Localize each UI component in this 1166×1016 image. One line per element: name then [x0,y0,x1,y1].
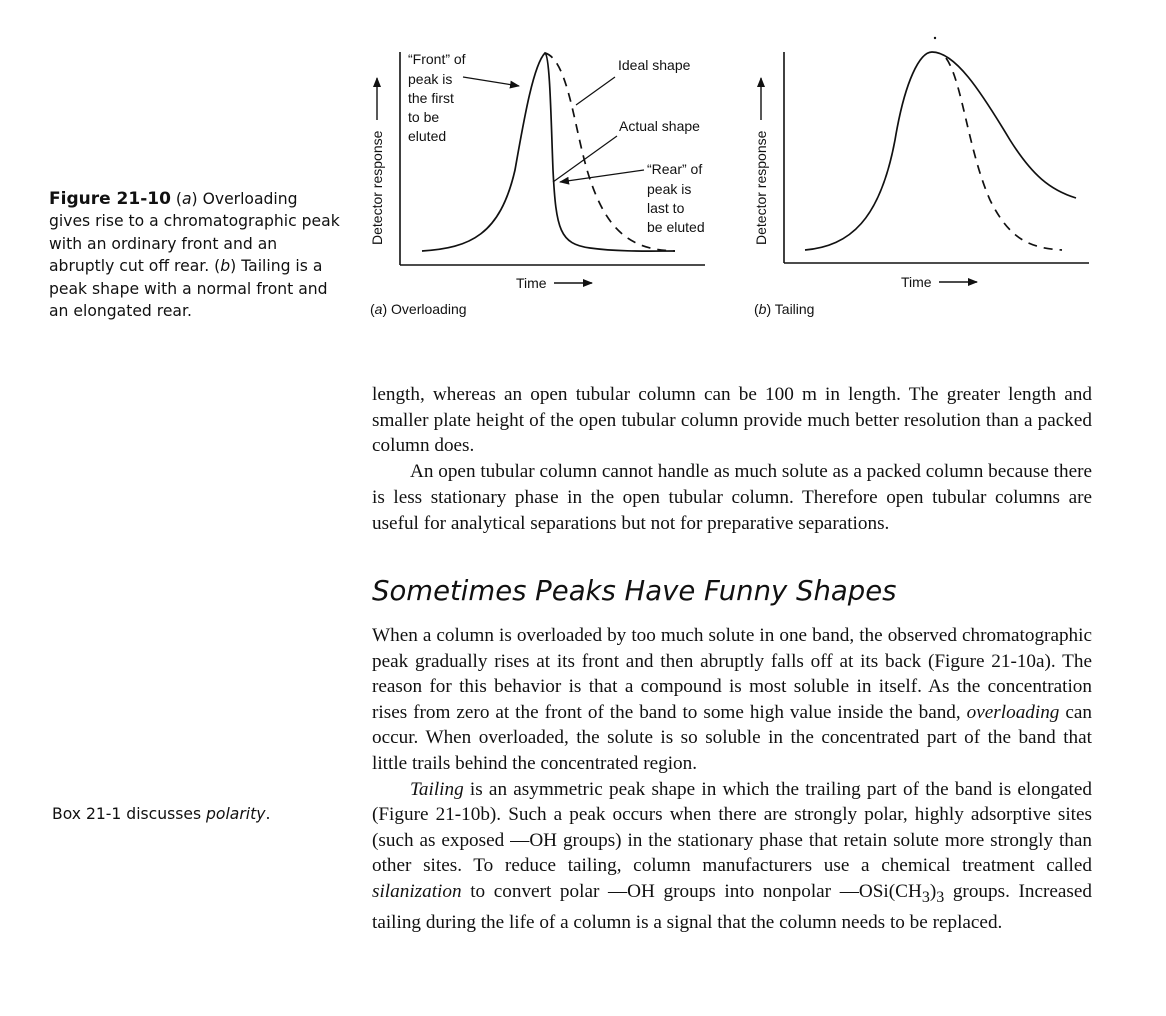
caption-a-prefix: ( [175,190,182,208]
panel-b-dot [934,37,936,39]
panel-a-rear-note: “Rear” of peak is last to be eluted [647,161,705,235]
panel-b-label: (b) Tailing [754,301,815,317]
panel-a-rear-arrow [560,170,644,182]
figure-svg [360,30,1140,330]
caption-a-letter: a [181,190,192,208]
panel-a-ideal-leader [576,77,615,105]
margin-note: Box 21-1 discusses polarity. [52,805,271,823]
panel-b-xlabel: Time [901,274,932,290]
panel-a-front-note: “Front” of peak is the first to be eluted [408,51,466,144]
figure-caption [49,188,341,322]
panel-a-ideal-label: Ideal shape [618,57,691,73]
paragraph-3: When a column is overloaded by too much solute in one band, the observed chromatographic peak gradually rises at its front and then abruptly falls off at its back (Figure 21-10a). The reason for this behavior is that a compound is most soluble in itself. As the concentration rises from zero at the front of the band to some high value inside the band, overloading can occur. When overloaded, the solute is so soluble in the concentrated part of the band that little trails behind the concentrated region. [372,625,1092,774]
panel-a-front-arrow [463,77,519,86]
panel-a-actual-curve [422,53,675,251]
panel-b [753,37,1089,317]
caption-a-text: ) Overloading gives rise to a chromatographic peak with an ordinary front and an abruptly cut off rear. ( [49,190,340,276]
caption-b-text: ) Tailing is a peak shape with a normal front and an elongated rear. [49,257,328,321]
panel-b-ylabel: Detector response [753,130,769,245]
panel-a [369,51,706,317]
panel-a-xlabel: Time [516,275,547,291]
caption-b-letter: b [220,257,231,276]
panel-b-ideal-curve [946,58,1062,250]
figure-label: Figure 21-10 [49,189,171,209]
panel-a-label: (a) Overloading [370,301,467,317]
panel-a-ylabel: Detector response [369,130,385,245]
body-text-top [372,382,1092,536]
paragraph-4: Tailing is an asymmetric peak shape in which the trailing part of the band is elongated (Figure 21-10b). Such a peak occurs when there are strongly polar, highly adsorptive sites (such as exposed —OH groups) in the stationary phase that retain solute more strongly than other sites. To reduce tailing, column manufacturers use a chemical treatment called silanization to convert polar —OH groups into nonpolar $—OSi(CH_3)_3$ groups. Increased tailing during the life of a column is a signal that the column needs to be replaced. [372,778,1092,934]
panel-a-actual-label: Actual shape [619,118,700,134]
panel-b-tailing-curve [805,52,1076,250]
paragraph-1: length, whereas an open tubular column can be 100 m in length. The greater length and smaller plate height of the open tubular column provide much better resolution than a packed column does. [372,384,1092,457]
body-text-bottom [372,623,1092,936]
figure-21-10 [360,30,1140,330]
paragraph-2: An open tubular column cannot handle as much solute as a packed column because there is less stationary phase in the open tubular column. Therefore open tubular columns are useful for analytical separations but not for preparative separations. [372,461,1092,534]
section-title: Sometimes Peaks Have Funny Shapes [372,575,897,607]
